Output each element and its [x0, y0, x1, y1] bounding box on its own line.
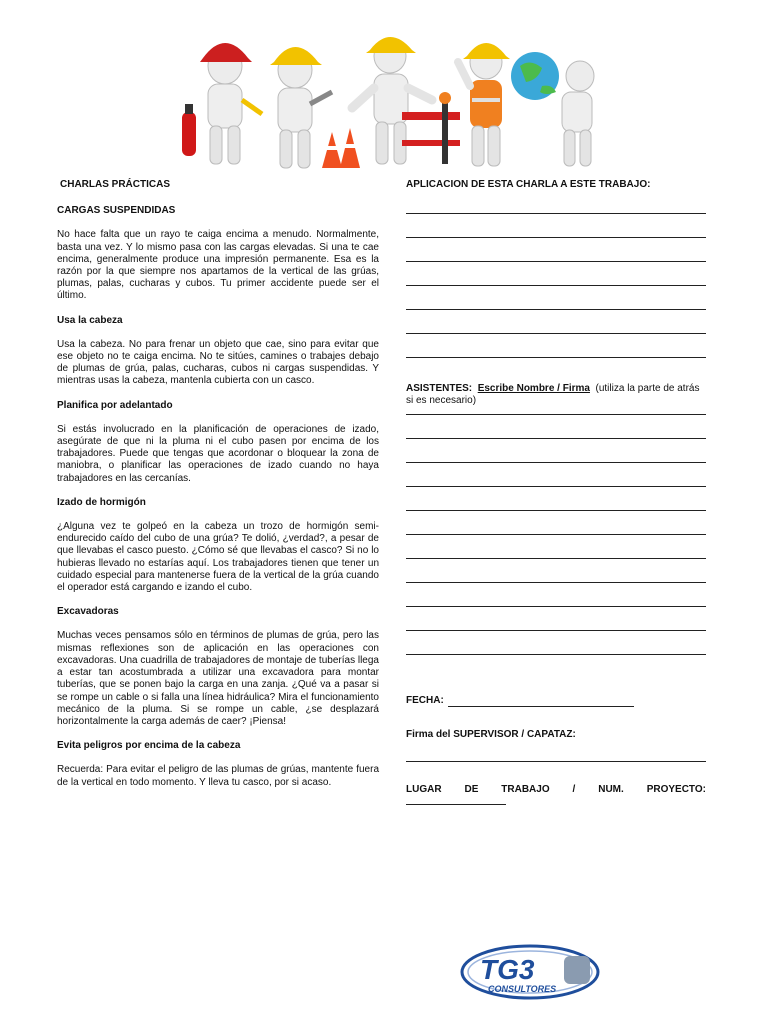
section-text: Recuerda: Para evitar el peligro de las plumas de grúas, mantente fuera de la vertical en todo momento. Y lleva tu casco, por si acaso. — [57, 764, 379, 788]
section-text: ¿Alguna vez te golpeó en la cabeza un trozo de hormigón semi-endurecido caído del cubo de una grúa? Te dolió, ¿verdad?, a pesar de que llevabas el casco puesto. ¿Cómo sé que llevabas el casco? Si no lo hubieras llevado no estarías aquí. Los trabajadores tienen que tener un cuidado especial para mantenerse fuera de la vertical de la grúa cuando el operador está cargando e izando el cubo. — [57, 521, 379, 594]
talk-title: CHARLAS PRÁCTICAS — [60, 179, 170, 190]
intro-paragraph: No hace falta que un rayo te caiga encima a menudo. Normalmente, basta una vez. Y lo mismo pasa con las cargas elevadas. Si una te cae encima, generalmente produce una impresión permanente. Esa es la razón por la que siempre nos apartamos de la vertical de las grúas, plumas, palas, cucharas y cubos. Tu primer accidente puede ser el último. — [57, 229, 379, 302]
section-heading: Evita peligros por encima de la cabeza — [57, 740, 241, 752]
date-field[interactable] — [448, 696, 634, 707]
attendees-note: (utiliza la parte de atrás si es necesario) — [406, 383, 700, 407]
section-heading: Usa la cabeza — [57, 314, 123, 326]
section-text: Muchas veces pensamos sólo en términos de plumas de grúa, pero las mismas reflexiones son de aplicación en las operaciones con excavadoras. Una cuadrilla de trabajadores de montaje de tuberías llega a estar tan acostumbrada a utilizar una excavadora para montar tuberías, que se ponen bajo la carga en una zanja. ¿Qué va a pasar si se rompe un cable o si falla una línea hidráulica? Mira el funcionamiento mecánico de la pluma. Si se rompe un cable, ¿se desplazará horizontalmente la carga además de caer? ¡Piensa! — [57, 630, 379, 727]
wrench-worker-figure — [270, 47, 332, 168]
tg3-consultores-logo — [460, 944, 600, 1000]
application-heading: APLICACION DE ESTA CHARLA A ESTE TRABAJO: — [406, 179, 651, 190]
section-heading: Planifica por adelantado — [57, 399, 173, 411]
application-lines — [406, 213, 706, 358]
attendee-lines — [406, 414, 706, 655]
svg-text:CONSULTORES: CONSULTORES — [488, 984, 557, 994]
supervisor-label: Firma del SUPERVISOR / CAPATAZ: — [406, 728, 576, 740]
section-text: Si estás involucrado en la planificación de operaciones de izado, asegúrate de que ni la pluma ni el cubo pasen por encima de los trabajadores. Puede que tengas que acordonar o bloquear la zona de maniobra, o planificar las operaciones de izado cuando no haya trabajadores en las cercanías. — [57, 423, 379, 484]
workplace-field[interactable] — [406, 804, 506, 805]
globe-carrier-figure — [511, 52, 594, 166]
talk-subtitle: CARGAS SUSPENDIDAS — [57, 205, 176, 217]
safety-workers-illustration — [170, 28, 610, 173]
section-heading: Izado de hormigón — [57, 496, 146, 508]
workplace-label: LUGAR DE TRABAJO / NUM. PROYECTO: — [406, 784, 706, 796]
attendees-label: ASISTENTES: — [406, 383, 473, 395]
form-column — [406, 179, 706, 805]
talk-content-column — [57, 179, 379, 789]
vest-worker-figure — [458, 43, 510, 166]
date-label: FECHA: — [406, 694, 444, 706]
date-row — [406, 695, 706, 707]
svg-text:TG3: TG3 — [480, 954, 535, 985]
attendees-instruction: Escribe Nombre / Firma — [477, 383, 590, 395]
firefighter-figure — [182, 43, 262, 164]
section-text: Usa la cabeza. No para frenar un objeto que cae, sino para evitar que ese objeto no te caiga encima. No te sitúes, camines o trabajes debajo de plumas de grúa, palas, cucharas, cubos ni cargas suspendidas. Y mientras usas la cabeza, mantenla cubierta con un casco. — [57, 338, 379, 387]
section-heading: Excavadoras — [57, 606, 119, 618]
attendees-heading — [406, 383, 706, 407]
